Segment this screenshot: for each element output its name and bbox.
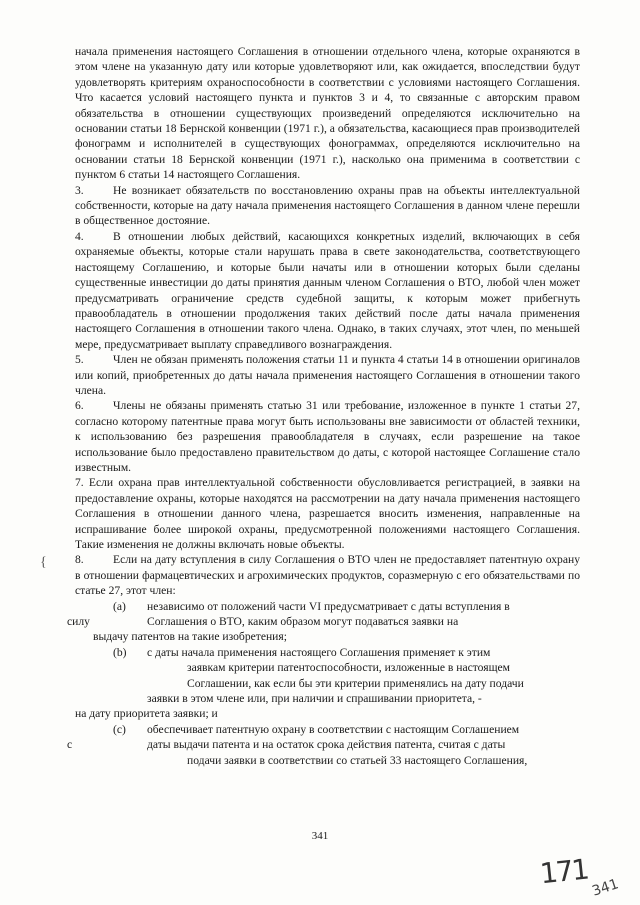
sub-item-fragment: силу bbox=[67, 615, 90, 629]
document-page bbox=[67, 44, 580, 768]
item-text: Члены не обязаны применять статью 31 или требование, изложенное в пункте 1 статьи 27, согласно которому патентные права могут быть использованы вне зависимости от областей техники, к использованию без разрешения правообладателя в случаях, если разрешение на такое использование было предоставлено правительством до даты, с которой настоящее Соглашение стало известным. bbox=[75, 399, 580, 474]
sub-item-line: заявки в этом члене или, при наличии и спрашивании приоритета, - bbox=[147, 692, 482, 706]
sub-item-line: выдачу патентов на такие изобретения; bbox=[93, 630, 287, 644]
item-number: 4. bbox=[75, 229, 84, 243]
item-text: В отношении любых действий, касающихся конкретных изделий, включающих в себя охраняемые объекты, которые стали нарушать права в свете законодательства, соответствующего настоящему Соглашению, и которые были начаты или в отношении которых были сделаны существенные инвестиции до даты принятия данным членом Соглашения о ВТО, любой член может предусматривать ограничение средств судебной защиты, к которым может прибегнуть правообладатель в отношении продолжения таких действий после даты начала применения настоящего Соглашения в отношении такого члена. Однако, в таких случаях, этот член, по меньшей мере, предусматривает выплату справедливого вознаграждения. bbox=[75, 229, 580, 351]
sub-item-line: заявкам критерии патентоспособности, изложенные в настоящем bbox=[187, 661, 510, 675]
item-text: Член не обязан применять положения статьи 11 и пункта 4 статьи 14 в отношении оригиналов или копий, приобретенных до даты начала применения настоящего Соглашения в отношении такого члена. bbox=[75, 353, 580, 397]
sub-item-line: независимо от положений части VI предусматривает с даты вступления в bbox=[147, 599, 510, 613]
sub-item-b bbox=[75, 645, 580, 722]
sub-item-label: (c) bbox=[113, 722, 126, 736]
paragraph-7: 7. Если охрана прав интеллектуальной собственности обусловливается регистрацией, в заявки на предоставление охраны, которые находятся на рассмотрении на дату начала применения настоящего Соглашения в отношении данного члена, разрешается вносить изменения, направленные на испрашивание более широкой охраны, предусмотренной положениями настоящего Соглашения. Такие изменения не должны включать новые объекты. bbox=[75, 476, 580, 551]
sub-item-line: с даты начала применения настоящего Соглашения применяет к этим bbox=[147, 645, 491, 659]
sub-item-label: (a) bbox=[113, 599, 126, 613]
item-text: Не возникает обязательств по восстановлению охраны прав на объекты интеллектуальной собственности, которые на дату начала применения настоящего Соглашения в данном члене перешли в общественное достояние. bbox=[75, 183, 580, 228]
paragraph-6 bbox=[75, 398, 580, 475]
item-number: 8. bbox=[75, 553, 84, 567]
sub-item-line: даты выдачи патента и на остаток срока действия патента, считая с даты bbox=[147, 738, 506, 752]
paragraph-intro: начала применения настоящего Соглашения в отношении отдельного члена, которые охраняются в этом члене на указанную дату или которые удовлетворяют или, как ожидается, впоследствии будут удовлетворять критериям охраноспособности в соответствии с условиями настоящего Соглашения. Что касается условий настоящего пункта и пунктов 3 и 4, то связанные с авторским правом обязательства в отношении существующих произведений определяются исключительно на основании статьи 18 Бернской конвенции (1971 г.), а обязательства, касающиеся прав производителей фонограмм и исполнителей в существующих фонограммах, определяются исключительно на основании статьи 18 Бернской конвенции (1971 г.), насколько она применима в соответствии с пунктом 6 статьи 14 настоящего Соглашения. bbox=[75, 45, 580, 182]
item-text: Если на дату вступления в силу Соглашения о ВТО член не предоставляет патентную охрану в отношении фармацевтических и агрохимических продуктов, соразмерную с его обязательствами по статье 27, этот член: bbox=[75, 553, 580, 598]
paragraph-5 bbox=[75, 352, 580, 398]
sub-item-a bbox=[67, 599, 580, 645]
sub-item-line: Соглашении, как если бы эти критерии применялись на дату подачи bbox=[187, 676, 524, 690]
sub-item-fragment: с bbox=[67, 738, 73, 752]
sub-item-label: (b) bbox=[113, 645, 127, 659]
item-number: 3. bbox=[75, 183, 84, 197]
paragraph-8 bbox=[75, 552, 580, 598]
sub-item-line: обеспечивает патентную охрану в соответствии с настоящим Соглашением bbox=[147, 722, 520, 736]
item-number: 5. bbox=[75, 353, 84, 367]
page-number: 341 bbox=[311, 830, 329, 842]
handwritten-number: 171 bbox=[538, 852, 590, 891]
paragraph-3 bbox=[75, 183, 580, 229]
item-number: 6. bbox=[75, 399, 84, 413]
margin-bracket: { bbox=[40, 555, 47, 570]
paragraph-4 bbox=[75, 229, 580, 352]
sub-item-c bbox=[67, 722, 580, 768]
sub-item-line: Соглашения о ВТО, каким образом могут подаваться заявки на bbox=[147, 615, 459, 629]
sub-item-line: подачи заявки в соответствии со статьей 33 настоящего Соглашения, bbox=[187, 753, 528, 767]
handwritten-page-number: 341 bbox=[590, 876, 621, 900]
sub-item-line: на дату приоритета заявки; и bbox=[75, 707, 218, 721]
